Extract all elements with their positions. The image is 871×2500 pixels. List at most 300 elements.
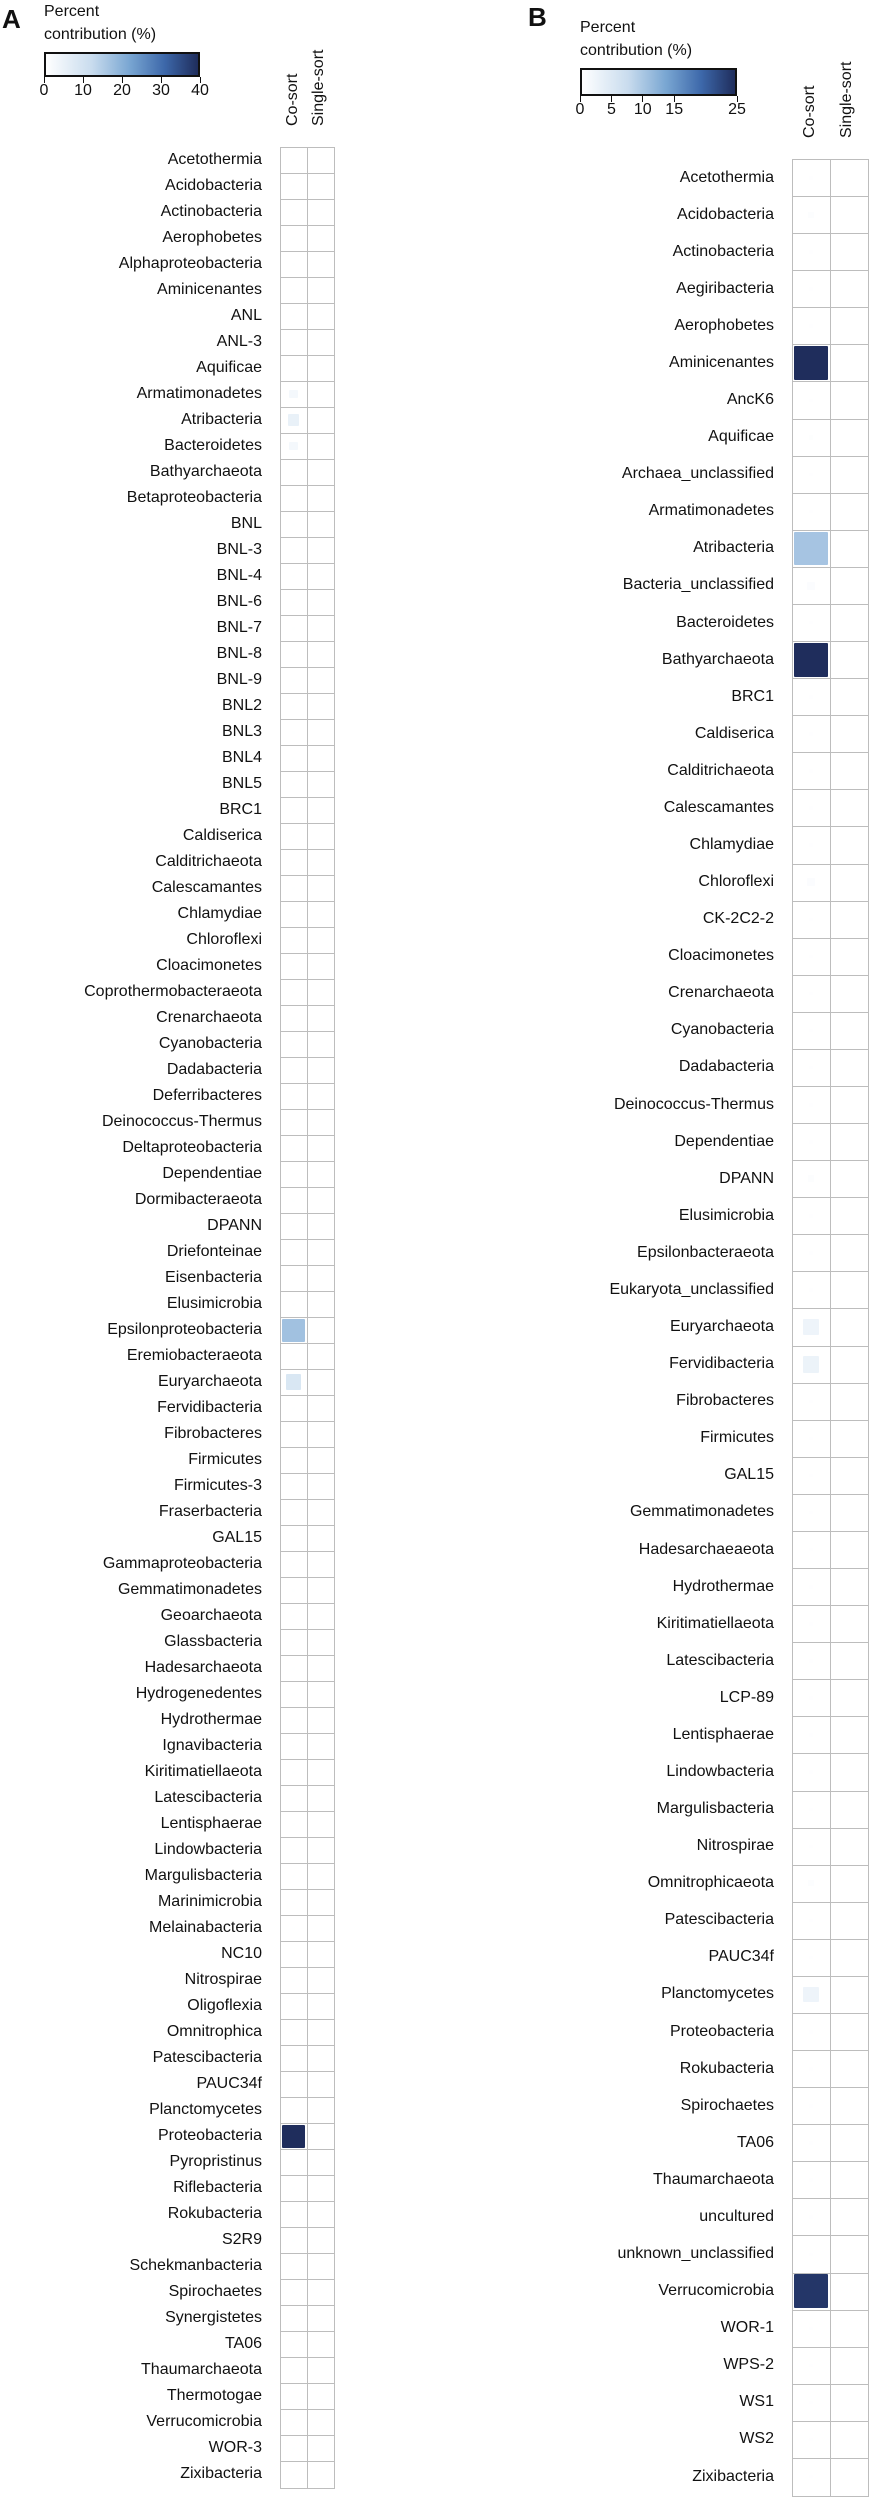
- panel-a-heatmap-value-mark: [292, 2265, 295, 2268]
- panel-a-heatmap-cell: [280, 1967, 308, 1995]
- panel-b-heatmap-value-mark: [809, 1956, 812, 1959]
- panel-b-row-label: Fibrobacteres: [676, 1392, 774, 1410]
- panel-b-heatmap-cell: [792, 1160, 831, 1199]
- panel-b-row-label: Rokubacteria: [679, 2059, 774, 2077]
- panel-a-row-label: Elusimicrobia: [166, 1295, 262, 1312]
- panel-a-heatmap-cell: [307, 1005, 335, 1033]
- panel-a-heatmap-cell: [307, 1603, 335, 1631]
- panel-b-heatmap-cell: [830, 678, 869, 717]
- panel-b-row-label: Proteobacteria: [669, 2022, 774, 2040]
- panel-b-row-label: Archaea_unclassified: [621, 465, 774, 483]
- panel-b-row-label: Crenarchaeota: [668, 984, 774, 1002]
- panel-b-heatmap-cell: [830, 493, 869, 532]
- panel-b-heatmap-cell: [830, 2347, 869, 2386]
- panel-a-heatmap-value-mark: [292, 263, 295, 266]
- panel-a-row-label: Actinobacteria: [160, 203, 262, 220]
- panel-a-heatmap-cell: [307, 1733, 335, 1761]
- panel-a-row-label: Pyropristinus: [169, 2153, 262, 2170]
- panel-b-row-label: Hydrothermae: [672, 1577, 774, 1595]
- panel-a-row-label: Nitrospirae: [184, 1971, 262, 1988]
- panel-a-heatmap-cell: [280, 2045, 308, 2073]
- panel-a-heatmap-cell: [307, 2123, 335, 2151]
- panel-a-heatmap-cell: [307, 459, 335, 487]
- panel-a-heatmap-cell: [307, 641, 335, 669]
- panel-a-heatmap-cell: [280, 1187, 308, 1215]
- panel-a-heatmap-value-mark: [292, 2317, 295, 2320]
- panel-a-row-label: Calditrichaeota: [155, 853, 262, 870]
- panel-b-heatmap-cell: [830, 715, 869, 754]
- panel-a-heatmap-cell: [280, 2461, 308, 2489]
- panel-b-heatmap-value-mark: [809, 2141, 812, 2144]
- panel-b-row-label: Bathyarchaeota: [661, 650, 774, 668]
- panel-b-heatmap-cell: [792, 2235, 831, 2274]
- panel-a-row-label: BNL: [230, 515, 262, 532]
- panel-a-heatmap-cell: [280, 1083, 308, 1111]
- panel-a-heatmap-cell: [307, 303, 335, 331]
- panel-b-row-label: WOR-1: [720, 2319, 774, 2337]
- panel-a-heatmap-cell: [307, 199, 335, 227]
- panel-a-heatmap-cell: [280, 1161, 308, 1189]
- panel-a-heatmap-value-mark: [292, 1693, 295, 1696]
- panel-a-row-label: BNL-4: [216, 567, 262, 584]
- panel-b-heatmap-cell: [792, 456, 831, 495]
- panel-b-row-label: Aerophobetes: [674, 316, 774, 334]
- panel-a-heatmap-value-mark: [292, 2447, 295, 2450]
- panel-a-row-label: BNL3: [221, 723, 262, 740]
- panel-a-row-label: Geoarchaeota: [160, 1607, 262, 1624]
- panel-a-heatmap-value-mark: [292, 1303, 295, 1306]
- panel-a-row-label: Hydrothermae: [160, 1711, 262, 1728]
- panel-b-heatmap-cell: [830, 1086, 869, 1125]
- panel-a-heatmap-value-mark: [292, 1199, 295, 1202]
- panel-a-heatmap-cell: [307, 173, 335, 201]
- panel-b-heatmap-cell: [830, 1160, 869, 1199]
- panel-a-heatmap-value-mark: [286, 1374, 302, 1390]
- panel-b-heatmap-cell: [792, 1902, 831, 1941]
- panel-a-heatmap-cell: [307, 589, 335, 617]
- panel-a-heatmap-value-mark: [292, 2239, 295, 2242]
- panel-a-heatmap-cell: [280, 927, 308, 955]
- panel-a-heatmap-value-mark: [292, 1615, 295, 1618]
- panel-b-heatmap-cell: [792, 567, 831, 606]
- panel-a-heatmap-cell: [307, 1135, 335, 1163]
- panel-b-row-label: Hadesarchaeaeota: [638, 1540, 774, 1558]
- panel-b-heatmap-cell: [830, 270, 869, 309]
- panel-a-row-label: Omnitrophica: [166, 2023, 262, 2040]
- panel-b-heatmap-cell: [792, 419, 831, 458]
- panel-b-heatmap-cell: [830, 752, 869, 791]
- panel-b-row-label: Acidobacteria: [677, 205, 774, 223]
- panel-b-heatmap-value-mark: [809, 732, 812, 735]
- panel-a-row-label: Thermotogae: [166, 2387, 262, 2404]
- panel-a-heatmap-cell: [280, 433, 308, 461]
- panel-b-heatmap-cell: [830, 1457, 869, 1496]
- panel-a-heatmap-cell: [280, 901, 308, 929]
- panel-b-heatmap-cell: [792, 826, 831, 865]
- panel-a-heatmap-cell: [280, 303, 308, 331]
- panel-b-row-label: AncK6: [726, 391, 774, 409]
- panel-b-heatmap-value-mark: [809, 250, 812, 253]
- panel-a-row-label: Cyanobacteria: [158, 1035, 262, 1052]
- panel-b-heatmap-value-mark: [794, 2274, 829, 2308]
- panel-a-heatmap-value-mark: [292, 1459, 295, 1462]
- panel-b-heatmap-cell: [792, 1346, 831, 1385]
- panel-b-heatmap-cell: [792, 2458, 831, 2497]
- panel-b-heatmap-cell: [830, 1494, 869, 1533]
- panel-b-heatmap-cell: [830, 604, 869, 643]
- panel-a-heatmap-cell: [307, 277, 335, 305]
- panel-a-heatmap-cell: [307, 849, 335, 877]
- panel-a-heatmap-cell: [280, 693, 308, 721]
- panel-a-heatmap-cell: [307, 953, 335, 981]
- panel-a-row-label: Kiritimatiellaeota: [144, 1763, 262, 1780]
- panel-b-row-label: Firmicutes: [700, 1429, 774, 1447]
- panel-a-heatmap-cell: [307, 1863, 335, 1891]
- panel-a-row-label: Dadabacteria: [166, 1061, 262, 1078]
- panel-a-row-label: BNL-3: [216, 541, 262, 558]
- panel-a-row-label: Betaproteobacteria: [126, 489, 262, 506]
- panel-a-heatmap-cell: [307, 2383, 335, 2411]
- panel-a-heatmap-cell: [307, 823, 335, 851]
- panel-b-heatmap-cell: [830, 1976, 869, 2015]
- panel-a-heatmap-cell: [280, 1863, 308, 1891]
- panel-a-heatmap-value-mark: [292, 1849, 295, 1852]
- panel-a-heatmap-cell: [280, 2175, 308, 2203]
- panel-a-heatmap-cell: [307, 1395, 335, 1423]
- panel-b-row-label: Bacteria_unclassified: [622, 576, 774, 594]
- panel-a-row-label: Patescibacteria: [152, 2049, 262, 2066]
- panel-b-row-label: Acetothermia: [679, 168, 774, 186]
- panel-a-heatmap-value-mark: [289, 442, 297, 450]
- panel-b-row-label: Aminicenantes: [669, 353, 774, 371]
- panel-a-heatmap-cell: [280, 1499, 308, 1527]
- panel-a-heatmap-cell: [307, 1369, 335, 1397]
- panel-b-column-header-single-sort: Single-sort: [838, 61, 855, 138]
- panel-a-heatmap-value-mark: [292, 757, 295, 760]
- panel-a-heatmap-cell: [307, 1785, 335, 1813]
- panel-a-heatmap-cell: [280, 2201, 308, 2229]
- panel-a-heatmap-value-mark: [292, 783, 295, 786]
- panel-a-heatmap-value-mark: [292, 679, 295, 682]
- panel-b-heatmap-cell: [830, 567, 869, 606]
- panel-b-heatmap-cell: [830, 1123, 869, 1162]
- panel-a-heatmap-cell: [280, 1551, 308, 1579]
- panel-a-row-label: BNL-8: [216, 645, 262, 662]
- panel-a-heatmap-cell: [307, 2279, 335, 2307]
- panel-a-heatmap-value-mark: [292, 1537, 295, 1540]
- panel-a-row-label: S2R9: [221, 2231, 262, 2248]
- panel-a-heatmap-value-mark: [292, 705, 295, 708]
- panel-b-heatmap-cell: [792, 1642, 831, 1681]
- panel-a-heatmap-value-mark: [292, 315, 295, 318]
- panel-b-heatmap-cell: [792, 1753, 831, 1792]
- panel-a-heatmap-cell: [307, 2357, 335, 2385]
- panel-a-heatmap-value-mark: [292, 2369, 295, 2372]
- panel-a-heatmap-value-mark: [292, 2187, 295, 2190]
- panel-a-heatmap-cell: [280, 251, 308, 279]
- panel-b-heatmap-cell: [792, 901, 831, 940]
- panel-a-heatmap-cell: [280, 355, 308, 383]
- panel-a-heatmap-cell: [280, 1005, 308, 1033]
- panel-b-colorbar-tick-label: 5: [606, 101, 616, 118]
- panel-a-heatmap-cell: [307, 1629, 335, 1657]
- panel-a-row-label: Firmicutes: [188, 1451, 262, 1468]
- panel-b-heatmap-cell: [792, 938, 831, 977]
- panel-a-heatmap-value-mark: [292, 289, 295, 292]
- panel-b-row-label: Calescamantes: [663, 798, 774, 816]
- panel-b-row-label: uncultured: [699, 2207, 774, 2225]
- panel-b-heatmap-cell: [792, 2421, 831, 2460]
- panel-b-row-label: GAL15: [724, 1466, 774, 1484]
- panel-a-heatmap-cell: [280, 797, 308, 825]
- panel-a-heatmap-cell: [280, 1317, 308, 1345]
- panel-a-legend-title-line1: Percent: [44, 3, 100, 20]
- panel-a-heatmap-cell: [280, 2331, 308, 2359]
- panel-a-heatmap-value-mark: [288, 414, 300, 426]
- panel-b-heatmap-cell: [830, 2310, 869, 2349]
- panel-a-heatmap-cell: [280, 2357, 308, 2385]
- panel-a-heatmap-cell: [307, 693, 335, 721]
- panel-a-heatmap-cell: [307, 719, 335, 747]
- panel-a-row-label: ANL: [230, 307, 262, 324]
- panel-a-row-label: BNL-7: [216, 619, 262, 636]
- panel-b-heatmap-cell: [792, 1308, 831, 1347]
- panel-a-row-label: Deferribacteres: [152, 1087, 262, 1104]
- panel-a-heatmap-value-mark: [292, 185, 295, 188]
- panel-a-heatmap-value-mark: [292, 1147, 295, 1150]
- panel-b-heatmap-value-mark: [794, 643, 829, 677]
- panel-a-heatmap-cell: [280, 1265, 308, 1293]
- panel-b-heatmap-cell: [830, 344, 869, 383]
- panel-a-heatmap-cell: [307, 771, 335, 799]
- panel-a-row-label: Lindowbacteria: [154, 1841, 262, 1858]
- panel-b-row-label: unknown_unclassified: [617, 2245, 774, 2263]
- panel-b-heatmap-cell: [830, 641, 869, 680]
- panel-b-heatmap-cell: [792, 233, 831, 272]
- panel-b-heatmap-cell: [792, 2087, 831, 2126]
- panel-a-heatmap-value-mark: [292, 1953, 295, 1956]
- panel-a-heatmap-cell: [307, 2019, 335, 2047]
- panel-b-heatmap-cell: [830, 826, 869, 865]
- panel-a-row-label: WOR-3: [208, 2439, 262, 2456]
- panel-b-row-label: Margulisbacteria: [656, 1800, 774, 1818]
- panel-a-heatmap-value-mark: [289, 390, 297, 398]
- panel-a-row-label: Planctomycetes: [149, 2101, 262, 2118]
- panel-a-heatmap-value-mark: [292, 159, 295, 162]
- panel-b-heatmap-value-mark: [809, 510, 812, 513]
- panel-b-heatmap-value-mark: [807, 582, 815, 590]
- panel-b-row-label: Elusimicrobia: [678, 1206, 774, 1224]
- panel-a-heatmap-cell: [280, 2383, 308, 2411]
- panel-a-row-label: Lentisphaerae: [160, 1815, 262, 1832]
- panel-a-heatmap-cell: [280, 199, 308, 227]
- panel-b-heatmap-value-mark: [809, 176, 812, 179]
- panel-a-heatmap-cell: [280, 537, 308, 565]
- panel-b-heatmap-cell: [830, 901, 869, 940]
- panel-b-heatmap-value-mark: [803, 1987, 819, 2003]
- panel-a-column-header-co-sort: Co-sort: [284, 73, 301, 126]
- panel-b-heatmap-value-mark: [803, 1356, 819, 1372]
- panel-b-heatmap-cell: [830, 1049, 869, 1088]
- panel-b-heatmap-value-mark: [794, 346, 829, 380]
- panel-b-heatmap-cell: [830, 2421, 869, 2460]
- panel-b-colorbar-tick-label: 0: [575, 101, 585, 118]
- panel-b-row-label: Dadabacteria: [678, 1058, 774, 1076]
- panel-a-row-label: Epsilonproteobacteria: [107, 1321, 262, 1338]
- panel-a-heatmap-cell: [307, 1941, 335, 1969]
- panel-a-heatmap-cell: [280, 2253, 308, 2281]
- panel-a-heatmap-value-mark: [292, 1355, 295, 1358]
- panel-a-heatmap-cell: [280, 1811, 308, 1839]
- panel-a-heatmap-cell: [280, 1343, 308, 1371]
- panel-b-heatmap-cell: [830, 1383, 869, 1422]
- panel-a-heatmap-value-mark: [282, 1319, 305, 1342]
- panel-a-row-label: GAL15: [212, 1529, 262, 1546]
- panel-a-heatmap-value-mark: [292, 1667, 295, 1670]
- panel-b-heatmap-cell: [792, 1234, 831, 1273]
- panel-a-heatmap-value-mark: [292, 835, 295, 838]
- panel-b-row-label: WS1: [739, 2393, 774, 2411]
- panel-a-heatmap-cell: [280, 1915, 308, 1943]
- panel-a-heatmap-value-mark: [292, 1017, 295, 1020]
- panel-a-heatmap-value-mark: [292, 523, 295, 526]
- panel-b-heatmap-cell: [792, 530, 831, 569]
- panel-a-heatmap-value-mark: [292, 1745, 295, 1748]
- panel-a-column-header-single-sort: Single-sort: [310, 49, 327, 126]
- panel-a-heatmap-value-mark: [292, 497, 295, 500]
- panel-a-row-label: Hydrogenedentes: [135, 1685, 262, 1702]
- panel-a-row-label: Caldiserica: [182, 827, 262, 844]
- panel-b-heatmap-cell: [792, 1383, 831, 1422]
- panel-b-heatmap-cell: [830, 1012, 869, 1051]
- panel-b-heatmap-cell: [792, 2124, 831, 2163]
- panel-a-heatmap-value-mark: [292, 1719, 295, 1722]
- panel-a-heatmap-cell: [307, 251, 335, 279]
- panel-a-heatmap-cell: [307, 2227, 335, 2255]
- panel-b-heatmap-cell: [792, 2384, 831, 2423]
- panel-a-row-label: Bacteroidetes: [164, 437, 262, 454]
- panel-a-heatmap-cell: [307, 1707, 335, 1735]
- panel-a-heatmap-cell: [280, 667, 308, 695]
- panel-a-heatmap-value-mark: [292, 2213, 295, 2216]
- panel-a-heatmap-cell: [280, 277, 308, 305]
- panel-b-heatmap-value-mark: [809, 1103, 812, 1106]
- panel-a-row-label: NC10: [221, 1945, 262, 1962]
- panel-b-heatmap-cell: [830, 1716, 869, 1755]
- panel-b-heatmap-value-mark: [809, 324, 812, 327]
- panel-a-row-label: Proteobacteria: [157, 2127, 262, 2144]
- panel-b-heatmap-cell: [830, 1939, 869, 1978]
- panel-b-heatmap-cell: [792, 1420, 831, 1459]
- panel-b-heatmap-cell: [792, 1568, 831, 1607]
- panel-b-row-label: Lindowbacteria: [666, 1762, 774, 1780]
- panel-a-heatmap-cell: [307, 1655, 335, 1683]
- panel-a-heatmap-cell: [307, 979, 335, 1007]
- panel-b-heatmap-cell: [792, 1049, 831, 1088]
- panel-b-row-label: Chlamydiae: [689, 835, 774, 853]
- panel-a-heatmap-value-mark: [292, 2109, 295, 2112]
- panel-b-row-label: Calditrichaeota: [667, 761, 774, 779]
- panel-b-heatmap-cell: [792, 196, 831, 235]
- panel-b-heatmap-value-mark: [803, 1319, 819, 1335]
- panel-a-heatmap-cell: [280, 589, 308, 617]
- panel-b-heatmap-cell: [830, 2161, 869, 2200]
- panel-b-heatmap-cell: [792, 604, 831, 643]
- panel-b-heatmap-cell: [792, 307, 831, 346]
- panel-b-heatmap-value-mark: [809, 1214, 812, 1217]
- panel-a-heatmap-value-mark: [292, 341, 295, 344]
- panel-a-heatmap-value-mark: [292, 1511, 295, 1514]
- panel-a-heatmap-cell: [280, 2097, 308, 2125]
- panel-a-letter: A: [2, 4, 21, 34]
- panel-b-row-label: Aquificae: [708, 428, 774, 446]
- panel-a-heatmap-value-mark: [292, 367, 295, 370]
- panel-b-heatmap-value-mark: [809, 2178, 812, 2181]
- panel-b-heatmap-value-mark: [808, 1880, 814, 1886]
- panel-a-heatmap-cell: [280, 823, 308, 851]
- panel-a-heatmap-cell: [307, 407, 335, 435]
- panel-a-row-label: Eisenbacteria: [165, 1269, 262, 1286]
- panel-a-heatmap-value-mark: [292, 1485, 295, 1488]
- panel-a-heatmap-cell: [280, 1603, 308, 1631]
- panel-a-heatmap-value-mark: [292, 1251, 295, 1254]
- panel-a-heatmap-cell: [307, 1421, 335, 1449]
- panel-b-heatmap-cell: [830, 196, 869, 235]
- panel-a-row-label: Firmicutes-3: [173, 1477, 262, 1494]
- panel-a-heatmap-value-mark: [292, 575, 295, 578]
- panel-a-heatmap-value-mark: [292, 1225, 295, 1228]
- panel-a-heatmap-cell: [280, 1525, 308, 1553]
- panel-b-row-label: Bacteroidetes: [676, 613, 774, 631]
- panel-a-row-label: BNL4: [221, 749, 262, 766]
- panel-b-heatmap-cell: [792, 1197, 831, 1236]
- panel-b-heatmap-cell: [830, 1197, 869, 1236]
- panel-a-row-label: Atribacteria: [181, 411, 262, 428]
- panel-b-heatmap-value-mark: [809, 1288, 812, 1291]
- panel-a-heatmap-cell: [280, 1421, 308, 1449]
- panel-a-heatmap-cell: [280, 2409, 308, 2437]
- panel-a-row-label: Armatimonadetes: [136, 385, 262, 402]
- panel-a-row-label: Fervidibacteria: [157, 1399, 262, 1416]
- panel-b-heatmap-value-mark: [809, 1400, 812, 1403]
- panel-b-row-label: Fervidibacteria: [669, 1355, 774, 1373]
- panel-b-heatmap-cell: [792, 1605, 831, 1644]
- panel-b-heatmap-value-mark: [808, 1175, 815, 1182]
- panel-b-row-label: Atribacteria: [693, 539, 774, 557]
- panel-b-row-label: Cyanobacteria: [670, 1021, 774, 1039]
- panel-b-heatmap-cell: [830, 1642, 869, 1681]
- panel-a-heatmap-value-mark: [292, 1043, 295, 1046]
- panel-b-row-label: BRC1: [731, 687, 774, 705]
- panel-b-row-label: Cloacimonetes: [668, 947, 774, 965]
- panel-b-heatmap-value-mark: [809, 2438, 812, 2441]
- panel-a-heatmap-cell: [307, 2045, 335, 2073]
- panel-b-heatmap-cell: [792, 2198, 831, 2237]
- panel-b-row-label: Dependentiae: [674, 1132, 774, 1150]
- panel-b-heatmap-cell: [830, 864, 869, 903]
- panel-a-row-label: TA06: [224, 2335, 262, 2352]
- panel-b-heatmap-cell: [792, 864, 831, 903]
- panel-b-heatmap-value-mark: [809, 2327, 812, 2330]
- panel-a-heatmap-value-mark: [292, 2343, 295, 2346]
- panel-a-row-label: Latescibacteria: [154, 1789, 262, 1806]
- panel-b-row-label: Deinococcus-Thermus: [613, 1095, 774, 1113]
- panel-a-heatmap-cell: [307, 1083, 335, 1111]
- panel-b-heatmap-cell: [792, 493, 831, 532]
- panel-a-row-label: Fibrobacteres: [164, 1425, 262, 1442]
- panel-b-heatmap-cell: [792, 2310, 831, 2349]
- panel-a-row-label: Bathyarchaeota: [149, 463, 262, 480]
